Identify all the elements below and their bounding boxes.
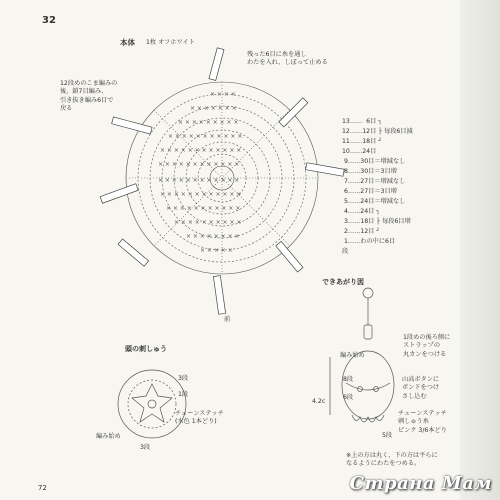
chain-tab xyxy=(209,48,224,81)
page-edge-shadow xyxy=(460,0,500,500)
row-count-line: 13…… 6目 ┐ xyxy=(342,118,382,125)
row-count-line: 9……30目＝増減なし xyxy=(342,158,406,165)
label-start-embroidery: 編み始め xyxy=(96,433,121,440)
note-finish: 残った6目に糸を通し わたを入れ、しぼって止める xyxy=(247,51,328,67)
svg-text:× × × × × × × × × ×: × × × × × × × × × × xyxy=(174,219,242,226)
embroidery-title: 頭の刺しゅう xyxy=(125,345,167,353)
label-start-finished: 編み始め xyxy=(340,352,365,359)
svg-text:× × × × × × × ×: × × × × × × × × xyxy=(186,233,240,240)
key-ring xyxy=(363,288,373,298)
svg-text:× × × × × × × × × × × ×: × × × × × × × × × × × × xyxy=(158,161,240,168)
front-label: 前 xyxy=(224,316,231,323)
note-button: 山高ボタンに ボンドをつけ さし込む xyxy=(402,376,440,400)
svg-text:× × × × ×: × × × × × xyxy=(200,247,233,254)
watermark-logo: Страна Мам xyxy=(349,473,492,494)
chain-tab xyxy=(279,98,308,127)
row-count-line: 3……18目 ├ 毎段6目増 xyxy=(342,218,411,225)
row-count-line: 2……12目 ┘ xyxy=(342,228,381,235)
svg-text:× × × ×: × × × × xyxy=(210,91,236,98)
row-count-line: 11……18目 ┘ xyxy=(342,138,383,145)
row-count-table xyxy=(342,117,413,257)
chain-tab xyxy=(118,239,149,266)
center-circle xyxy=(148,400,156,408)
row-count-line: 5……24目＝増減なし xyxy=(342,198,406,205)
svg-text:× × × × × × × × × × × ×: × × × × × × × × × × × × xyxy=(158,177,240,184)
row-count-line: 6……27目＝3目増 xyxy=(342,188,397,195)
svg-text:× × × × × × × × × × ×: × × × × × × × × × × × xyxy=(168,133,243,140)
note-start: 12段めのこま編みの 後、鎖7目編み、 引き抜き編み6目で 戻る xyxy=(60,80,118,113)
label-row8: 8段 xyxy=(343,376,354,383)
label-1dan: 1段 xyxy=(178,391,189,398)
embroidery-ring xyxy=(128,380,176,428)
finished-title: できあがり図 xyxy=(322,278,364,286)
embroidery-diagram xyxy=(112,362,202,452)
row-count-line: 4……24目 ┐ xyxy=(342,208,381,215)
svg-text:× × × × × × × × × × ×: × × × × × × × × × × × xyxy=(166,205,241,212)
body-title: 本体 xyxy=(120,38,135,47)
svg-text:× × × × × × ×: × × × × × × × xyxy=(190,105,237,112)
note-bottom: ※上の方は丸く、下の方は平らに なるようにわたをつめる。 xyxy=(346,452,438,468)
label-3dan-top: 3段 xyxy=(178,375,189,382)
label-row5: 5段 xyxy=(382,432,393,439)
label-height: 4.2c xyxy=(312,398,326,405)
row-count-line: 7……27目＝増減なし xyxy=(342,178,406,185)
label-row6: 6段 xyxy=(343,394,354,401)
chain-tab xyxy=(213,276,225,315)
svg-text:× × × × × × × × × × × ×: × × × × × × × × × × × × xyxy=(160,147,242,154)
star-stitch xyxy=(132,384,172,422)
note-chain-embroidery: チェーンステッチ (水色 1本どり) xyxy=(175,410,224,426)
row-count-line: 段 xyxy=(342,248,349,255)
chain-tab xyxy=(100,184,138,204)
row-count-line: 1……わの中に6目 xyxy=(342,238,396,245)
svg-text:× × × × × × × × × × × ×: × × × × × × × × × × × × xyxy=(160,191,242,198)
body-subtitle: 1枚 オフホワイト xyxy=(146,39,195,46)
row-count-line: 10……24目 xyxy=(342,148,377,155)
row-count-line: 8……30目＝3目増 xyxy=(342,168,397,175)
note-chain-finished: チェーンステッチ 刺しゅう糸 ピンク 3/6本どり xyxy=(398,410,447,434)
label-3dan-bottom: 3段 xyxy=(140,444,151,451)
strap-clip xyxy=(364,325,372,339)
row-count-line: 12……12目 ├ 毎段6目減 xyxy=(342,128,413,135)
svg-text:× × × × × × × × ×: × × × × × × × × × xyxy=(178,119,239,126)
note-strap: 1段めの後ろ側に ストラップの 丸カンをつける xyxy=(403,334,451,358)
page-number-bottom: 72 xyxy=(38,484,47,492)
chain-tab xyxy=(306,163,345,176)
page-number-top: 32 xyxy=(42,15,56,26)
